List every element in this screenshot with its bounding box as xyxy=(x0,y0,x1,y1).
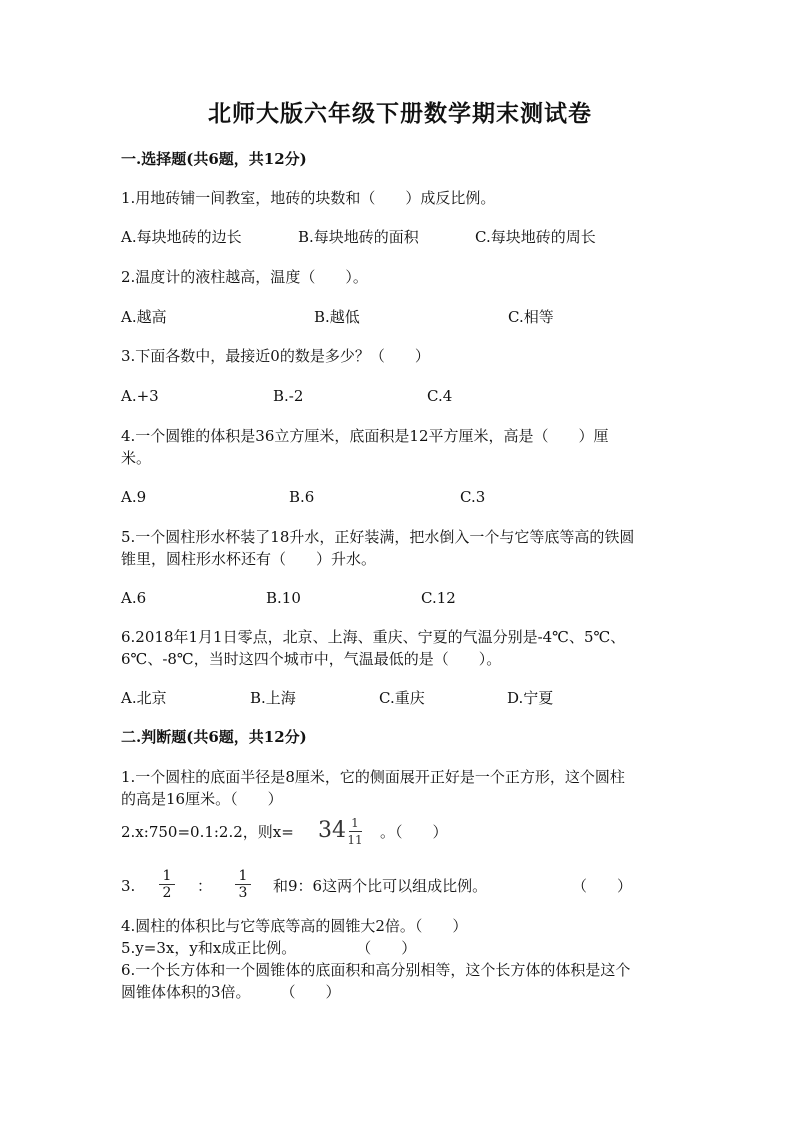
question-1-stem: 1.用地砖铺一间教室，地砖的块数和（ ）成反比例。 xyxy=(121,189,496,207)
question-1-option-c: C.每块地砖的周长 xyxy=(475,228,596,246)
question-5-stem-line1: 5.一个圆柱形水杯装了18升水，正好装满，把水倒入一个与它等底等高的铁圆 xyxy=(121,528,635,546)
judge-3-prefix: 3. xyxy=(121,877,136,895)
question-6-stem-line1: 6.2018年1月1日零点，北京、上海、重庆、宁夏的气温分别是-4℃、5℃、 xyxy=(121,628,626,646)
mixed-fraction-whole: 34 xyxy=(318,818,346,843)
mixed-fraction-34-1-11 xyxy=(318,816,368,852)
fraction-denominator: 2 xyxy=(162,885,172,901)
judge-5: 5.y=3x，y和x成正比例。 （ ） xyxy=(121,939,417,957)
question-3-stem: 3.下面各数中，最接近0的数是多少？（ ） xyxy=(121,347,430,365)
judge-6-line2: 圆锥体体积的3倍。 （ ） xyxy=(121,983,341,1001)
question-3-option-c: C.4 xyxy=(427,387,453,405)
question-1-option-b: B.每块地砖的面积 xyxy=(298,228,419,246)
judge-3-answer-paren: （ ） xyxy=(572,877,633,895)
question-5-option-a: A.6 xyxy=(121,589,147,607)
question-6-option-d: D.宁夏 xyxy=(507,689,554,707)
mixed-fraction-numerator: 1 xyxy=(351,816,359,830)
question-2-option-a: A.越高 xyxy=(121,308,167,326)
question-2-option-b: B.越低 xyxy=(314,308,360,326)
question-6-option-a: A.北京 xyxy=(121,689,167,707)
question-3-option-a: A.+3 xyxy=(121,387,159,405)
question-4-option-b: B.6 xyxy=(289,488,315,506)
question-6-option-b: B.上海 xyxy=(250,689,296,707)
question-3-option-b: B.-2 xyxy=(273,387,304,405)
question-4-option-a: A.9 xyxy=(121,488,147,506)
judge-2-suffix: 。（ ） xyxy=(380,823,448,841)
question-5-option-c: C.12 xyxy=(421,589,456,607)
question-6-option-c: C.重庆 xyxy=(379,689,425,707)
question-4-stem-line2: 米。 xyxy=(121,449,152,467)
section-heading-choice: 一.选择题(共6题，共12分) xyxy=(121,150,307,168)
judge-4: 4.圆柱的体积比与它等底等高的圆锥大2倍。（ ） xyxy=(121,917,468,935)
fraction-numerator: 1 xyxy=(238,868,248,884)
question-5-option-b: B.10 xyxy=(266,589,301,607)
question-4-option-c: C.3 xyxy=(460,488,486,506)
judge-2-prefix: 2.x:750=0.1:2.2，则x= xyxy=(121,823,294,841)
page-title: 北师大版六年级下册数学期末测试卷 xyxy=(208,100,592,127)
judge-1-line2: 的高是16厘米。（ ） xyxy=(121,790,283,808)
mixed-fraction-bar xyxy=(349,831,362,832)
section-heading-judgement: 二.判断题(共6题，共12分) xyxy=(121,728,307,746)
judge-6-line1: 6.一个长方体和一个圆锥体的底面积和高分别相等，这个长方体的体积是这个 xyxy=(121,961,631,979)
fraction-denominator: 3 xyxy=(238,885,248,901)
question-4-stem-line1: 4.一个圆锥的体积是36立方厘米，底面积是12平方厘米，高是（ ）厘 xyxy=(121,427,609,445)
question-6-stem-line2: 6℃、-8℃，当时这四个城市中，气温最低的是（ ）。 xyxy=(121,650,502,668)
fraction-numerator: 1 xyxy=(162,868,172,884)
ratio-colon: ： xyxy=(197,877,213,895)
fraction-one-half xyxy=(159,869,175,900)
fraction-one-third xyxy=(235,869,251,900)
judge-3-text: 和9：6这两个比可以组成比例。 xyxy=(273,877,488,895)
question-1-option-a: A.每块地砖的边长 xyxy=(121,228,242,246)
question-5-stem-line2: 锥里，圆柱形水杯还有（ ）升水。 xyxy=(121,550,377,568)
mixed-fraction-denominator: 11 xyxy=(347,833,363,847)
question-2-stem: 2.温度计的液柱越高，温度（ ）。 xyxy=(121,268,368,286)
judge-1-line1: 1.一个圆柱的底面半径是8厘米，它的侧面展开正好是一个正方形，这个圆柱 xyxy=(121,768,625,786)
question-2-option-c: C.相等 xyxy=(508,308,554,326)
